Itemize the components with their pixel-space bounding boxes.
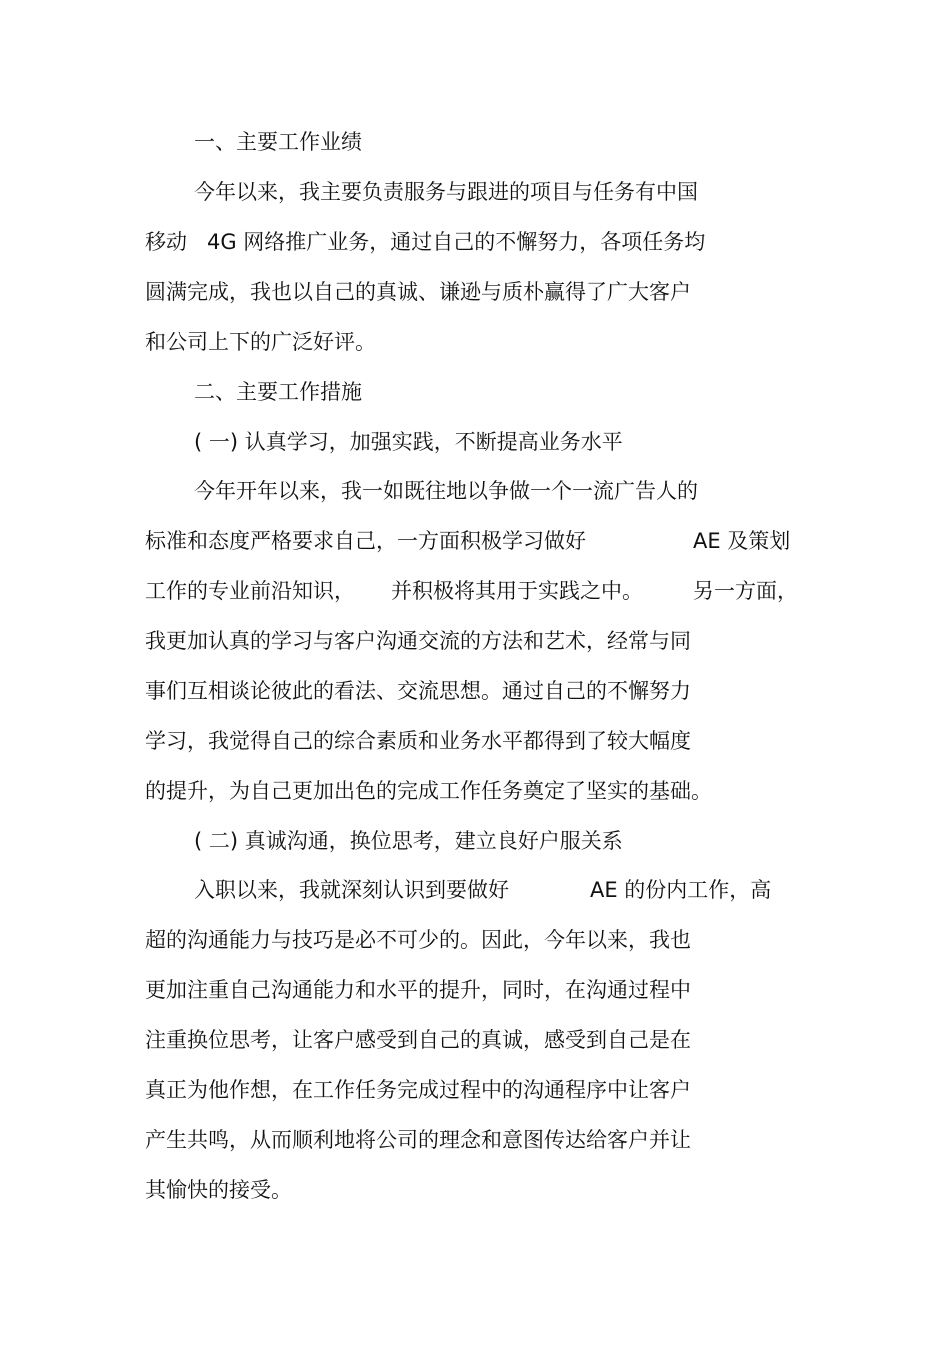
section-heading-1: 一、主要工作业绩 bbox=[194, 130, 362, 154]
text-segment: AE 及策划 bbox=[693, 529, 791, 553]
paragraph-line: 其愉快的接受。 bbox=[145, 1178, 292, 1202]
paragraph-line bbox=[145, 574, 845, 608]
text-segment: 并积极将其用于实践之中。 bbox=[391, 579, 643, 603]
subsection-heading-2: ( 二) 真诚沟通，换位思考，建立良好户服关系 bbox=[194, 829, 623, 853]
section-heading-2: 二、主要工作措施 bbox=[194, 380, 362, 404]
paragraph-line bbox=[145, 524, 845, 558]
paragraph-line: 超的沟通能力与技巧是必不可少的。因此，今年以来，我也 bbox=[145, 928, 691, 952]
paragraph-line: 注重换位思考，让客户感受到自己的真诚，感受到自己是在 bbox=[145, 1028, 691, 1052]
paragraph-line: 今年以来，我主要负责服务与跟进的项目与任务有中国 bbox=[194, 180, 698, 204]
text-segment: AE 的份内工作，高 bbox=[590, 878, 772, 902]
paragraph-line: 和公司上下的广泛好评。 bbox=[145, 330, 376, 354]
paragraph-line: 我更加认真的学习与客户沟通交流的方法和艺术，经常与同 bbox=[145, 629, 691, 653]
text-segment: 标准和态度严格要求自己，一方面积极学习做好 bbox=[145, 529, 586, 553]
paragraph-line: 事们互相谈论彼此的看法、交流思想。通过自己的不懈努力 bbox=[145, 679, 691, 703]
paragraph-line bbox=[194, 873, 844, 907]
paragraph-line: 产生共鸣，从而顺利地将公司的理念和意图传达给客户并让 bbox=[145, 1128, 691, 1152]
paragraph-line: 更加注重自己沟通能力和水平的提升，同时，在沟通过程中 bbox=[145, 978, 691, 1002]
paragraph-line: 学习，我觉得自己的综合素质和业务水平都得到了较大幅度 bbox=[145, 729, 691, 753]
paragraph-line bbox=[145, 225, 845, 259]
paragraph-line: 圆满完成，我也以自己的真诚、谦逊与质朴赢得了广大客户 bbox=[145, 280, 691, 304]
text-segment: 工作的专业前沿知识， bbox=[145, 579, 355, 603]
text-segment: 移动 bbox=[145, 230, 187, 254]
paragraph-line: 真正为他作想，在工作任务完成过程中的沟通程序中让客户 bbox=[145, 1078, 691, 1102]
subsection-heading-1: ( 一) 认真学习，加强实践，不断提高业务水平 bbox=[194, 430, 623, 454]
paragraph-line: 今年开年以来，我一如既往地以争做一个一流广告人的 bbox=[194, 479, 698, 503]
text-segment: 4G 网络推广业务，通过自己的不懈努力，各项任务均 bbox=[207, 230, 706, 254]
text-segment: 入职以来，我就深刻认识到要做好 bbox=[194, 878, 509, 902]
text-segment: 另一方面， bbox=[693, 579, 798, 603]
paragraph-line: 的提升，为自己更加出色的完成工作任务奠定了坚实的基础。 bbox=[145, 779, 712, 803]
